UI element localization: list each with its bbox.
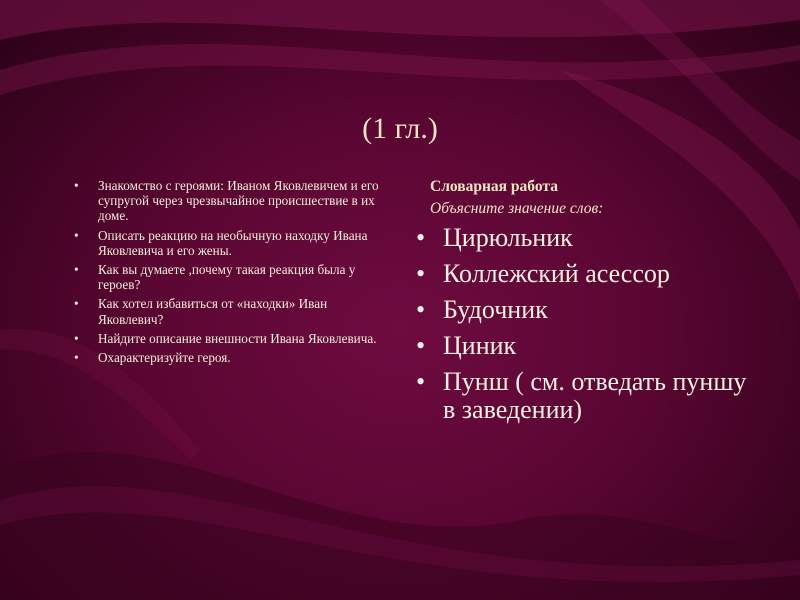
bullet: •	[416, 223, 426, 252]
list-item-text: Охарактеризуйте героя.	[98, 350, 231, 366]
vocabulary-item	[416, 332, 756, 360]
vocabulary-list	[416, 224, 756, 432]
vocabulary-item	[416, 296, 756, 324]
vocabulary-item-text: Циник	[443, 331, 517, 360]
vocabulary-item	[416, 260, 756, 288]
bullet: •	[74, 296, 79, 312]
bullet: •	[74, 330, 79, 346]
vocabulary-item-text: Будочник	[443, 295, 548, 324]
vocabulary-item-text: Пунш ( см. отведать пуншу в заведении)	[443, 367, 747, 424]
list-item-text: Найдите описание внешности Ивана Яковлевича.	[98, 330, 377, 346]
list-item-text: Как хотел избавиться от «находки» Иван Яковлевич?	[98, 296, 328, 327]
bullet: •	[416, 295, 426, 324]
vocabulary-item-text: Цирюльник	[443, 223, 573, 252]
vocabulary-heading: Словарная работа	[430, 178, 558, 195]
list-item	[74, 178, 384, 224]
vocabulary-item-text: Коллежский асессор	[443, 259, 670, 288]
bullet: •	[416, 367, 426, 396]
list-item-text: Знакомство с героями: Иваном Яковлевичем и его супругой через чрезвычайное происшествие в их доме.	[98, 178, 379, 224]
bullet: •	[74, 350, 79, 366]
vocabulary-item	[416, 224, 756, 252]
list-item	[74, 262, 384, 292]
list-item	[74, 228, 384, 258]
bullet: •	[74, 178, 79, 193]
list-item	[74, 331, 384, 346]
vocabulary-instruction: Объясните значение слов:	[430, 200, 604, 217]
list-item	[74, 296, 384, 326]
vocabulary-item	[416, 368, 756, 424]
list-item-text: Как вы думаете ,почему такая реакция была у героев?	[98, 262, 356, 293]
bullet: •	[416, 259, 426, 288]
bullet: •	[74, 262, 79, 278]
bullet: •	[74, 227, 79, 243]
list-item-text: Описать реакцию на необычную находку Ивана Яковлевича и его жены.	[98, 227, 368, 258]
slide-title: (1 гл.)	[362, 112, 438, 145]
bullet: •	[416, 331, 426, 360]
list-item	[74, 350, 384, 365]
task-list	[74, 178, 384, 369]
